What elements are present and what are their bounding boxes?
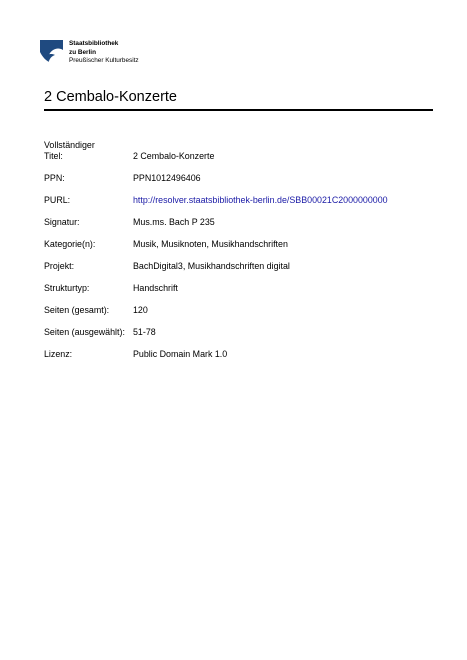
logo-text (69, 40, 139, 66)
metadata-value: 51-78 (133, 326, 156, 337)
metadata-row-signatur (44, 205, 433, 227)
metadata-label (44, 140, 130, 161)
metadata-label-line: Titel: (44, 150, 63, 161)
page-title: 2 Cembalo-Konzerte (44, 89, 177, 105)
metadata-row-purl (44, 183, 433, 205)
eagle-logo-icon (40, 40, 65, 65)
purl-link[interactable]: http://resolver.staatsbibliothek-berlin.de/SBB00021C2000000000 (133, 194, 388, 205)
metadata-label-line: Vollständiger (44, 140, 95, 151)
metadata-row-seiten-gesamt (44, 293, 433, 315)
metadata-value: BachDigital3, Musikhandschriften digital (133, 260, 290, 271)
metadata-value: Handschrift (133, 282, 178, 293)
library-logo (40, 40, 160, 70)
metadata-label: PURL: (44, 194, 71, 205)
metadata-table (44, 136, 433, 359)
metadata-label: PPN: (44, 172, 65, 183)
logo-line-3: Preußischer Kulturbesitz (69, 57, 139, 65)
metadata-value: Public Domain Mark 1.0 (133, 348, 228, 359)
metadata-value: Musik, Musiknoten, Musikhandschriften (133, 238, 288, 249)
metadata-value: Mus.ms. Bach P 235 (133, 216, 215, 227)
metadata-row-seiten-ausgewaehlt (44, 315, 433, 337)
metadata-label: Projekt: (44, 260, 75, 271)
title-divider (44, 109, 433, 111)
metadata-row-lizenz (44, 337, 433, 359)
metadata-value: 120 (133, 304, 148, 315)
metadata-value: PPN1012496406 (133, 172, 201, 183)
metadata-label: Strukturtyp: (44, 282, 90, 293)
metadata-row-strukturtyp (44, 271, 433, 293)
metadata-row-ppn (44, 161, 433, 183)
metadata-label: Kategorie(n): (44, 238, 96, 249)
metadata-label: Seiten (gesamt): (44, 304, 110, 315)
logo-line-1: Staatsbibliothek (69, 40, 119, 47)
metadata-row-title (44, 136, 433, 161)
metadata-label: Seiten (ausgewählt): (44, 326, 125, 337)
metadata-label: Signatur: (44, 216, 80, 227)
metadata-row-kategorie (44, 227, 433, 249)
metadata-value: 2 Cembalo-Konzerte (133, 150, 215, 161)
metadata-label: Lizenz: (44, 348, 73, 359)
logo-line-2: zu Berlin (69, 48, 96, 56)
metadata-row-projekt (44, 249, 433, 271)
